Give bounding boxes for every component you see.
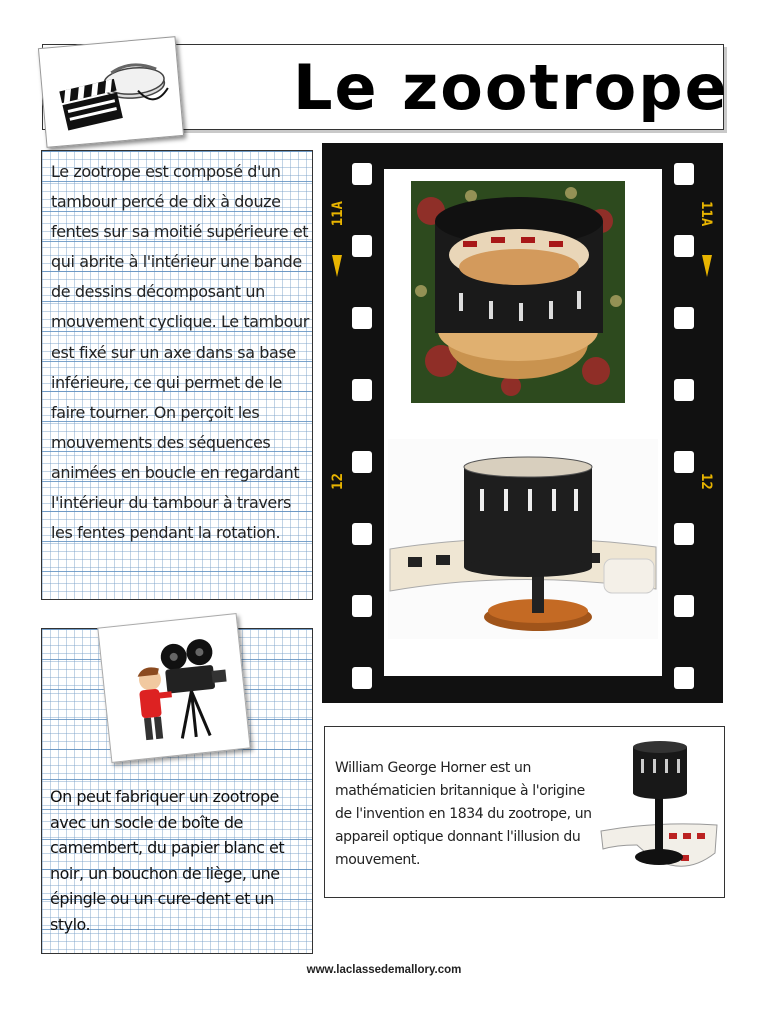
- horner-panel: [324, 726, 725, 898]
- page-title: Le zootrope: [293, 51, 729, 124]
- film-sprocket-hole: [352, 523, 372, 545]
- film-label-top-right: 11A: [698, 201, 714, 227]
- footer-url: www.laclassedemallory.com: [306, 964, 462, 976]
- film-sprocket-hole: [352, 307, 372, 329]
- film-sprocket-hole: [674, 235, 694, 257]
- movie-camera-icon: [98, 614, 249, 762]
- film-sprocket-hole: [352, 379, 372, 401]
- zoetrope-photo-bottom: [388, 439, 658, 639]
- intro-panel: [41, 150, 313, 600]
- film-label-bottom-left: 12: [330, 473, 346, 490]
- film-sprocket-hole: [674, 667, 694, 689]
- clapperboard-icon: [39, 37, 183, 146]
- camera-man-illustration: [97, 613, 250, 763]
- horner-text: William George Horner est un mathématicien britannique à l'origine de l'invention en 1834 du zootrope, un appareil optique donnant l'illusion du mouvement.: [335, 760, 592, 868]
- film-arrow-left-icon: [332, 255, 342, 277]
- film-arrow-right-icon: [702, 255, 712, 277]
- film-frame: [384, 169, 662, 676]
- film-label-top-left: 11A: [330, 201, 346, 227]
- zoetrope-photo-top: [411, 181, 625, 403]
- intro-text: Le zootrope est composé d'un tambour percé de dix à douze fentes sur sa moitié supérieure et qui abrite à l'intérieur une bande de dessins décomposant un mouvement cyclique. Le tambour est fixé sur un axe dans sa base inférieure, ce qui permet de le faire tourner. On perçoit les mouvements des séquences animées en boucle en regardant l'intérieur du tambour à travers les fentes pendant la rotation.: [51, 162, 309, 543]
- film-sprocket-hole: [352, 667, 372, 689]
- zoetrope-photo-small: [597, 733, 721, 891]
- film-sprocket-hole: [352, 163, 372, 185]
- film-sprocket-hole: [674, 523, 694, 545]
- film-sprocket-hole: [674, 307, 694, 329]
- film-label-bottom-right: 12: [698, 473, 714, 490]
- film-sprocket-hole: [674, 379, 694, 401]
- film-sprocket-hole: [674, 451, 694, 473]
- clapperboard-logo-card: [38, 36, 184, 148]
- film-sprocket-hole: [352, 595, 372, 617]
- diy-text: On peut fabriquer un zootrope avec un socle de boîte de camembert, du papier blanc et noir, un bouchon de liège, une épingle ou un cure-dent et un stylo.: [50, 787, 285, 934]
- film-strip: [322, 143, 723, 703]
- film-sprocket-hole: [352, 451, 372, 473]
- film-sprocket-hole: [352, 235, 372, 257]
- film-sprocket-hole: [674, 163, 694, 185]
- film-sprocket-hole: [674, 595, 694, 617]
